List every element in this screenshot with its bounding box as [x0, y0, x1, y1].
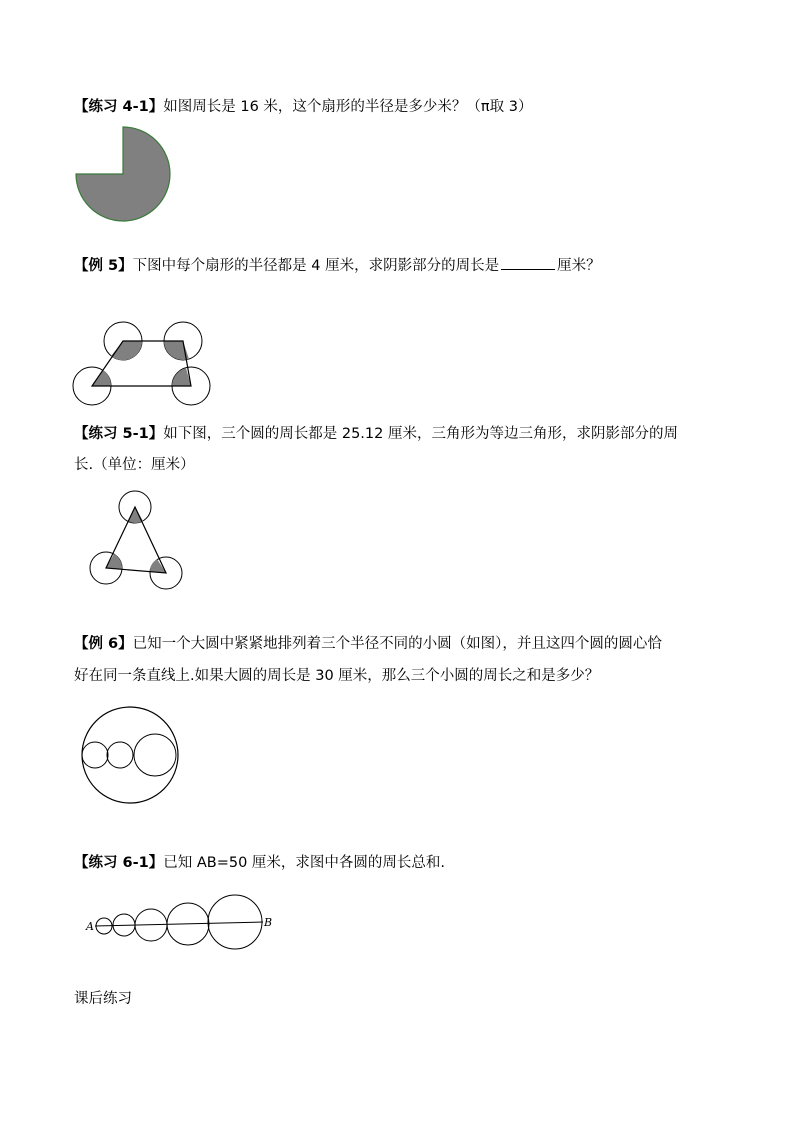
- small-circle-2: [107, 742, 133, 768]
- three-quarter-sector: [76, 127, 170, 221]
- problem-text: 如下图，三个圆的周长都是 25.12 厘米，三角形为等边三角形，求阴影部分的周: [163, 426, 678, 442]
- problem-5-1-line2: [74, 455, 195, 475]
- problem-text: 已知 AB=50 厘米，求图中各圆的周长总和.: [163, 855, 446, 871]
- small-circle-3: [134, 734, 176, 776]
- example-text: 已知一个大圆中紧紧地排列着三个半径不同的小圆（如图），并且这四个圆的圆心恰: [132, 636, 662, 652]
- problem-6-1: [74, 853, 445, 873]
- label-a: A: [86, 920, 94, 933]
- shaded-sector-bottom-right: [150, 559, 166, 573]
- example-6-line2: [74, 666, 599, 686]
- example-tag: 【例 6】: [74, 636, 133, 652]
- example-text: 下图中每个扇形的半径都是 4 厘米，求阴影部分的周长是: [132, 258, 500, 274]
- trapezoid-figure: [70, 318, 215, 410]
- problem-4-1: [74, 97, 532, 117]
- circles-on-line-figure: [84, 895, 278, 951]
- sector-figure: [70, 122, 174, 222]
- nested-circles-figure: [80, 704, 180, 806]
- example-text-end: 厘米？: [557, 258, 601, 274]
- answer-blank: [501, 255, 555, 270]
- problem-tag: 【练习 4-1】: [74, 99, 164, 115]
- example-text: 好在同一条直线上.如果大圆的周长是 30 厘米，那么三个小圆的周长之和是多少？: [74, 668, 600, 684]
- example-tag: 【例 5】: [74, 258, 133, 274]
- problem-text: 如图周长是 16 米，这个扇形的半径是多少米？（π取 3）: [163, 99, 533, 115]
- shaded-sector-bottom-left: [106, 554, 122, 569]
- triangle-figure: [86, 488, 188, 592]
- problem-5-1-line1: [74, 424, 678, 444]
- big-circle: [82, 707, 178, 803]
- example-5: [74, 255, 601, 276]
- problem-tag: 【练习 6-1】: [74, 855, 164, 871]
- problem-text: 长.（单位：厘米）: [74, 457, 195, 473]
- line-ab: [95, 922, 263, 926]
- problem-tag: 【练习 5-1】: [74, 426, 164, 442]
- section-title: 课后练习: [74, 991, 132, 1007]
- small-circle-1: [82, 742, 108, 768]
- label-b: B: [264, 916, 273, 929]
- example-6-line1: [74, 634, 662, 654]
